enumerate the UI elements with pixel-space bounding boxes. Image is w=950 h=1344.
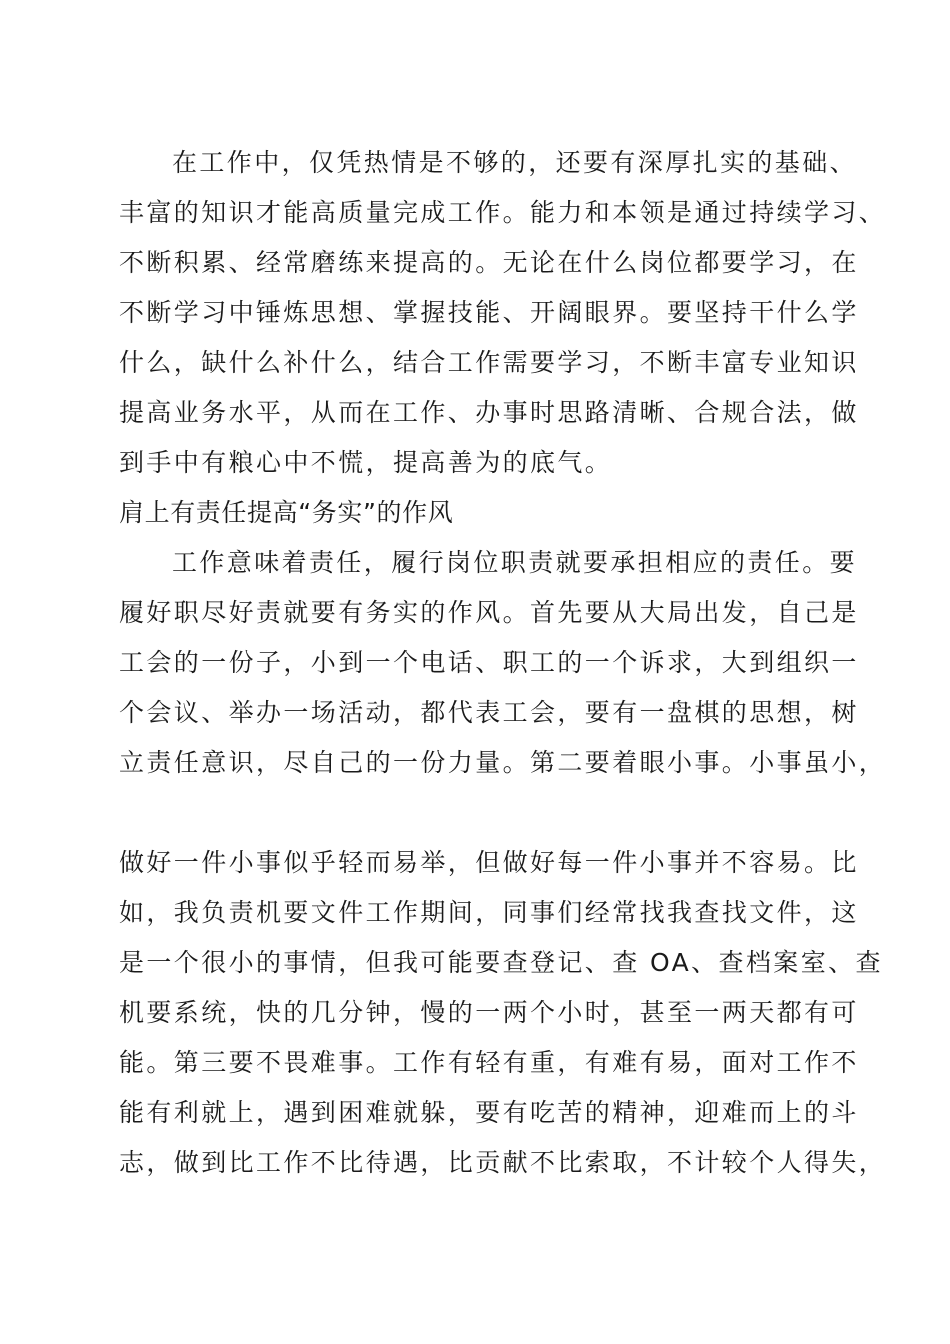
section-heading: 肩上有责任提高“务实”的作风 <box>119 498 454 527</box>
paragraph-line: 到手中有粮心中不慌，提高善为的底气。 <box>119 448 613 477</box>
paragraph-line: 志，做到比工作不比待遇，比贡献不比索取，不计较个人得失， <box>119 1148 887 1177</box>
paragraph-line: 工作意味着责任，履行岗位职责就要承担相应的责任。要 <box>172 548 858 577</box>
paragraph-line: 提高业务水平，从而在工作、办事时思路清晰、合规合法，做 <box>119 398 859 427</box>
paragraph-line: 在工作中，仅凭热情是不够的，还要有深厚扎实的基础、 <box>172 148 858 177</box>
paragraph-line: 不断学习中锤炼思想、掌握技能、开阔眼界。要坚持干什么学 <box>119 298 859 327</box>
paragraph-line: 如，我负责机要文件工作期间，同事们经常找我查找文件，这 <box>119 898 859 927</box>
paragraph-line: 不断积累、经常磨练来提高的。无论在什么岗位都要学习，在 <box>119 248 859 277</box>
paragraph-line: 机要系统，快的几分钟，慢的一两个小时，甚至一两天都有可 <box>119 998 859 1027</box>
paragraph-line: 立责任意识，尽自己的一份力量。第二要着眼小事。小事虽小， <box>119 748 887 777</box>
paragraph-line: 能有利就上，遇到困难就躲，要有吃苦的精神，迎难而上的斗 <box>119 1098 859 1127</box>
paragraph-line: 是一个很小的事情，但我可能要查登记、查 OA、查档案室、查 <box>119 948 883 977</box>
paragraph-line: 个会议、举办一场活动，都代表工会，要有一盘棋的思想，树 <box>119 698 859 727</box>
paragraph-line: 丰富的知识才能高质量完成工作。能力和本领是通过持续学习、 <box>119 198 887 227</box>
paragraph-line: 工会的一份子，小到一个电话、职工的一个诉求，大到组织一 <box>119 648 859 677</box>
paragraph-line: 能。第三要不畏难事。工作有轻有重，有难有易，面对工作不 <box>119 1048 859 1077</box>
paragraph-line: 做好一件小事似乎轻而易举，但做好每一件小事并不容易。比 <box>119 848 859 877</box>
paragraph-line: 履好职尽好责就要有务实的作风。首先要从大局出发，自己是 <box>119 598 859 627</box>
paragraph-line: 什么，缺什么补什么，结合工作需要学习，不断丰富专业知识 <box>119 348 859 377</box>
